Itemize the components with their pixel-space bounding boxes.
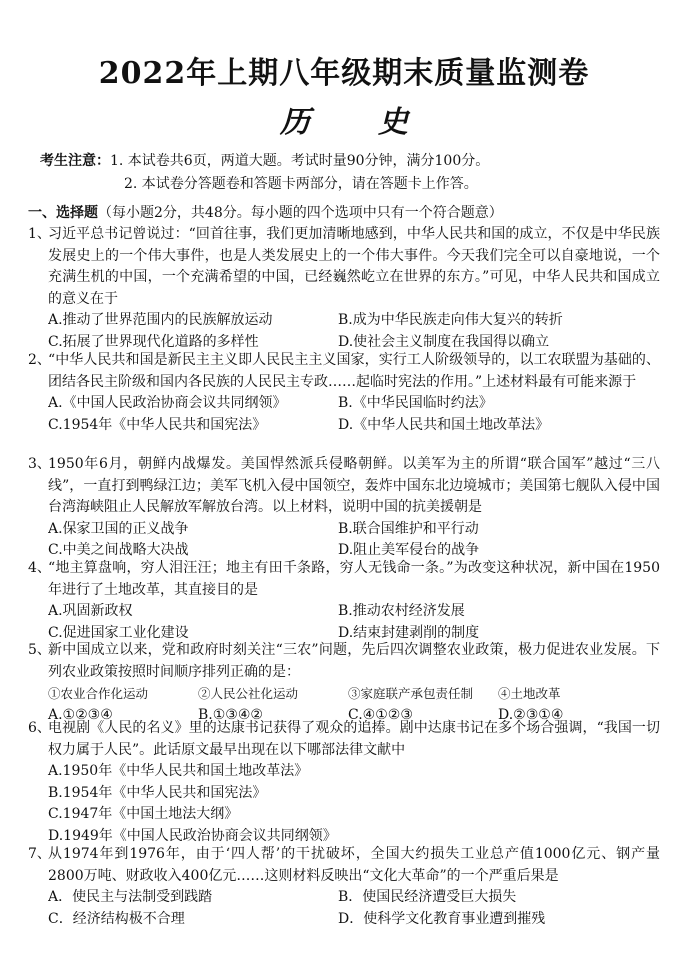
option-a: A.《中国人民政治协商会议共同纲领》 (48, 395, 287, 411)
subject-title (0, 104, 688, 142)
option-b: B.《中华民国临时约法》 (338, 395, 493, 411)
option-b: B.推动农村经济发展 (338, 603, 465, 619)
question-stem: 从1974年到1976年，由于‘四人帮’的干扰破坏，全国大约损失工业总产值1000亿元、钢产量2800万吨、财政收入400亿元……这则材料反映出“文化大革命”的一个严重后果是 (48, 846, 660, 884)
option-a: A.①②③④ (48, 706, 113, 723)
option-d: D.②③①④ (498, 706, 564, 723)
notice-line-2 (124, 173, 478, 195)
option-d: D.1949年《中国人民政治协商会议共同纲领》 (48, 827, 337, 844)
option-a: A.保家卫国的正义战争 (48, 520, 189, 537)
option-a: A.1950年《中华人民共和国土地改革法》 (48, 763, 309, 779)
option-c: C.中美之间战略大决战 (48, 542, 189, 558)
subject-char-1: 历 (280, 105, 310, 140)
question-5 (28, 640, 660, 726)
option-a: A.巩固新政权 (48, 603, 133, 619)
option-c: C.促进国家工业化建设 (48, 624, 189, 641)
question-number: 3、 (28, 456, 51, 472)
option-d: D.结束封建剥削的制度 (338, 624, 480, 641)
question-4 (28, 558, 660, 644)
section-title: 一、选择题 (28, 205, 98, 221)
question-number: 7、 (28, 846, 51, 862)
option-d: D.使社会主义制度在我国得以确立 (338, 333, 550, 350)
option-b: B.1954年《中华人民共和国宪法》 (48, 784, 267, 801)
notice-text-1: 1. 本试卷共6页，两道大题。考试时量90分钟，满分100分。 (110, 153, 490, 169)
section-instruction: （每小题2分，共48分。每小题的四个选项中只有一个符合题意） (98, 205, 503, 221)
option-a: A．使民主与法制受到践踏 (48, 889, 213, 905)
exam-title: 2022年上期八年级期末质量监测卷 (98, 56, 590, 91)
question-stem: 新中国成立以来，党和政府时刻关注“三农”问题，先后四次调整农业政策，极力促进农业发展。下列农业政策按照时间顺序排列正确的是： (48, 642, 660, 680)
question-2 (28, 350, 660, 436)
question-stem: “地主算盘响，穷人泪汪汪；地主有田千条路，穷人无钱命一条。”为改变这种状况，新中国在1950年进行了土地改革，其直接目的是 (48, 560, 660, 598)
option-c: C.④①②③ (348, 706, 413, 723)
question-stem: 习近平总书记曾说过：“回首往事，我们更加清晰地感到，中华人民共和国的成立，不仅是中华民族发展史上的一个伟大事件，也是人类发展史上的一个伟大事件。今天我们完全可以自豪地说，一个充满生机的中国，一个充满希望的中国，已经巍然屹立在世界的东方。”可见，中华人民共和国成立的意义在于 (48, 226, 660, 307)
option-b: B.成为中华民族走向伟大复兴的转折 (338, 312, 563, 328)
option-a: A.推动了世界范围内的民族解放运动 (48, 312, 273, 328)
question-number: 1、 (28, 226, 51, 242)
policy-item-4: ④土地改革 (498, 686, 561, 701)
question-6 (28, 718, 660, 847)
question-number: 5、 (28, 642, 51, 658)
option-b: B.联合国维护和平行动 (338, 520, 479, 537)
question-7 (28, 844, 660, 930)
option-b: B．使国民经济遭受巨大损失 (338, 889, 517, 905)
option-d: D.《中华人民共和国土地改革法》 (338, 416, 550, 433)
option-d: D.阻止美军侵台的战争 (338, 542, 480, 558)
option-d: D．使科学文化教育事业遭到摧残 (338, 910, 546, 927)
question-3 (28, 454, 660, 562)
question-number: 6、 (28, 720, 51, 736)
notice-label: 考生注意： (40, 153, 110, 169)
question-1 (28, 224, 660, 353)
option-c: C.拓展了世界现代化道路的多样性 (48, 333, 259, 350)
option-b: B.①③④② (198, 706, 263, 723)
section-heading (28, 202, 503, 224)
notice-line-1 (40, 150, 489, 172)
question-stem: 1950年6月，朝鲜内战爆发。美国悍然派兵侵略朝鲜。以美军为主的所谓“联合国军”越过“三八线”，一直打到鸭绿江边；美军飞机入侵中国领空，轰炸中国东北边境城市；美国第七舰队入侵中国台湾海峡阻止人民解放军解放台湾。以上材料，说明中国的抗美援朝是 (48, 456, 660, 515)
option-c: C.1947年《中国土地法大纲》 (48, 806, 239, 822)
option-c: C.1954年《中华人民共和国宪法》 (48, 416, 267, 433)
question-stem: “中华人民共和国是新民主主义即人民民主主义国家，实行工人阶级领导的，以工农联盟为基础的、团结各民主阶级和国内各民族的人民民主专政……起临时宪法的作用。”上述材料最有可能来源于 (48, 352, 660, 390)
policy-item-1: ①农业合作化运动 (48, 686, 149, 701)
question-number: 2、 (28, 352, 51, 368)
policy-item-3: ③家庭联产承包责任制 (348, 686, 474, 701)
subject-char-2: 史 (378, 105, 408, 140)
option-c: C．经济结构极不合理 (48, 910, 185, 927)
policy-item-2: ②人民公社化运动 (198, 686, 299, 701)
question-stem: 电视剧《人民的名义》里的达康书记获得了观众的追捧。剧中达康书记在多个场合强调，“我国一切权力属于人民”。此话原文最早出现在以下哪部法律文献中 (48, 720, 660, 758)
question-number: 4、 (28, 560, 51, 576)
notice-text-2: 2. 本试卷分答题卷和答题卡两部分，请在答题卡上作答。 (124, 176, 478, 192)
